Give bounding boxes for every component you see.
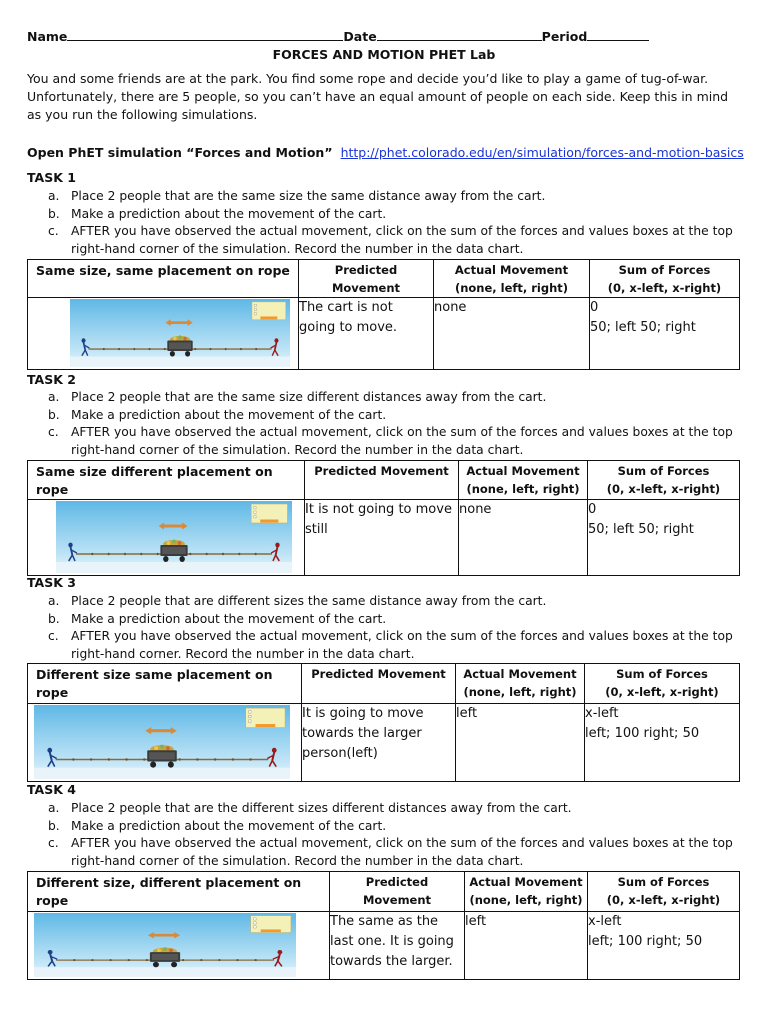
list-item: b. Make a prediction about the movement of the cart. [48, 206, 387, 221]
sum-header: Sum of Forces (0, x-left, x-right) [585, 664, 740, 704]
page-title: FORCES AND MOTION PHET Lab [272, 47, 496, 62]
sum-cell[interactable]: x-left left; 100 right; 50 [588, 912, 740, 980]
list-item: c. AFTER you have observed the actual movement, click on the sum of the forces and values boxes at the top right-hand corner of the simulation. Record the number in the data chart. [48, 836, 733, 868]
actual-header: Actual Movement (none, left, right) [465, 872, 588, 912]
task-2-table [27, 460, 740, 576]
predicted-header: Predicted Movement [330, 872, 465, 912]
sum-header: Sum of Forces (0, x-left, x-right) [588, 461, 740, 500]
list-item: c. AFTER you have observed the actual movement, click on the sum of the forces and values boxes at the top right-hand corner. Record the number in the data chart. [48, 629, 733, 661]
task-1-title: TASK 1 [27, 170, 76, 185]
row-title: Same size different placement on rope [28, 461, 305, 500]
intro-paragraph: You and some friends are at the park. You find some rope and decide you’d like to play a game of tug-of-war. Unfortunately, there are 5 people, so you can’t have an equal amount of people on each side. Keep this in mind as you run the following simulations. [27, 71, 729, 122]
date-label: Date [343, 29, 377, 44]
task-1-steps [48, 188, 738, 258]
list-item: c. AFTER you have observed the actual movement, click on the sum of the forces and values boxes at the top right-hand corner of the simulation. Record the number in the data chart. [48, 224, 733, 256]
list-item: b. Make a prediction about the movement of the cart. [48, 407, 387, 422]
sum-cell[interactable]: 0 50; left 50; right [588, 500, 740, 576]
list-item: c. AFTER you have observed the actual movement, click on the sum of the forces and values boxes at the top right-hand corner of the simulation. Record the number in the data chart. [48, 425, 733, 457]
period-blank[interactable] [587, 28, 649, 41]
task-2-steps [48, 389, 738, 459]
list-item: a. Place 2 people that are the same size the same distance away from the cart. [48, 189, 546, 203]
predicted-cell[interactable]: It is not going to move still [305, 500, 459, 576]
list-item: b. Make a prediction about the movement of the cart. [48, 611, 387, 626]
task-1-table [27, 259, 740, 370]
predicted-header: Predicted Movement [299, 260, 434, 298]
list-item: a. Place 2 people that are different sizes the same distance away from the cart. [48, 594, 547, 608]
task-3-title: TASK 3 [27, 575, 76, 590]
actual-header: Actual Movement (none, left, right) [459, 461, 588, 500]
sum-header: Sum of Forces (0, x-left, x-right) [590, 260, 740, 298]
actual-header: Actual Movement (none, left, right) [434, 260, 590, 298]
row-title: Same size, same placement on rope [28, 260, 299, 298]
open-simulation-line [27, 145, 744, 160]
sum-header: Sum of Forces (0, x-left, x-right) [588, 872, 740, 912]
task-4-title: TASK 4 [27, 782, 76, 797]
header-line [27, 28, 637, 44]
task-2-title: TASK 2 [27, 372, 76, 387]
date-blank[interactable] [377, 28, 542, 41]
sum-cell[interactable]: x-left left; 100 right; 50 [585, 704, 740, 782]
simulation-link[interactable]: http://phet.colorado.edu/en/simulation/forces-and-motion-basics [340, 145, 744, 160]
name-blank[interactable] [67, 28, 343, 41]
row-title: Different size same placement on rope [28, 664, 302, 704]
list-item: b. Make a prediction about the movement of the cart. [48, 818, 387, 833]
name-label: Name [27, 29, 68, 44]
predicted-header: Predicted Movement [302, 664, 456, 704]
row-title: Different size, different placement on rope [28, 872, 330, 912]
simulation-screenshot [28, 912, 330, 980]
actual-cell[interactable]: left [456, 704, 585, 782]
simulation-screenshot [28, 704, 302, 782]
list-item: a. Place 2 people that are the different sizes different distances away from the cart. [48, 801, 572, 815]
predicted-header: Predicted Movement [305, 461, 459, 500]
actual-cell[interactable]: none [434, 298, 590, 370]
actual-cell[interactable]: none [459, 500, 588, 576]
actual-header: Actual Movement (none, left, right) [456, 664, 585, 704]
predicted-cell[interactable]: The same as the last one. It is going towards the larger. [330, 912, 465, 980]
task-4-table [27, 871, 740, 980]
task-4-steps [48, 800, 738, 870]
predicted-cell[interactable]: The cart is not going to move. [299, 298, 434, 370]
period-label: Period [541, 29, 588, 44]
predicted-cell[interactable]: It is going to move towards the larger person(left) [302, 704, 456, 782]
open-simulation-label: Open PhET simulation “Forces and Motion” [27, 145, 333, 160]
simulation-screenshot [28, 500, 305, 576]
simulation-screenshot [28, 298, 299, 370]
task-3-table [27, 663, 740, 782]
actual-cell[interactable]: left [465, 912, 588, 980]
list-item: a. Place 2 people that are the same size different distances away from the cart. [48, 390, 547, 404]
sum-cell[interactable]: 0 50; left 50; right [590, 298, 740, 370]
task-3-steps [48, 593, 738, 663]
